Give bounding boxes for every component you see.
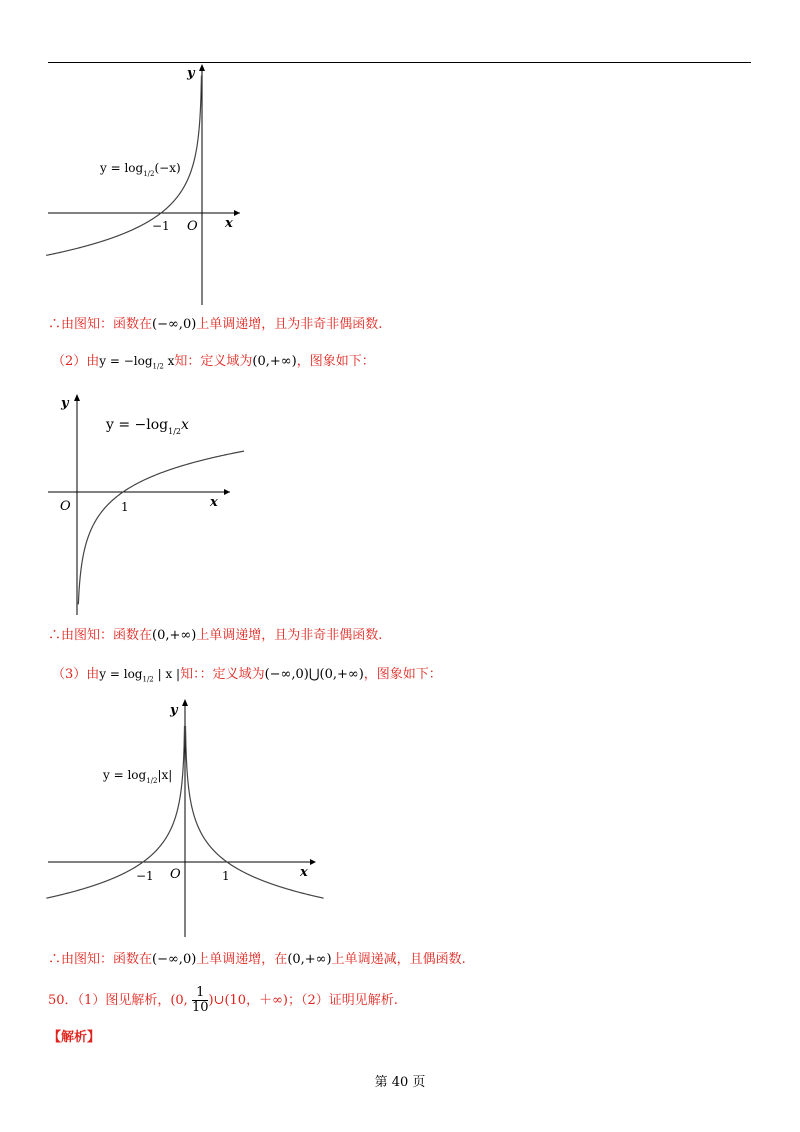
x-axis-arrow xyxy=(310,859,316,865)
y-label: y xyxy=(187,66,195,81)
formula-main: y = −log xyxy=(106,417,169,433)
formula-label xyxy=(102,768,172,785)
tick-neg-one: −1 xyxy=(136,869,154,883)
part-3-domain: (−∞,0)⋃(0,+∞) xyxy=(264,667,364,682)
curve-left-branch xyxy=(46,726,184,898)
page-number: 第 40 页 xyxy=(374,1075,426,1090)
graph-neg-log-x xyxy=(44,390,244,620)
part-2-intro xyxy=(52,352,375,375)
part-3-suffix: ，图象如下： xyxy=(363,667,442,682)
conclusion-1-interval: (−∞,0) xyxy=(152,317,197,332)
part-3-mid: 知：：定义域为 xyxy=(180,667,265,682)
answer-50-prefix: 50．（1）图见解析，(0, xyxy=(48,993,188,1008)
formula-label xyxy=(99,161,181,178)
part-3-formula-base: 1/2 xyxy=(142,675,154,684)
conclusion-3-prefix: ∴由图知：函数在 xyxy=(48,952,153,967)
part-3-formula-arg: | x | xyxy=(153,667,181,681)
y-axis-arrow xyxy=(199,64,205,71)
conclusion-3-mid: 上单调递增，在 xyxy=(196,952,288,967)
x-axis-arrow xyxy=(234,210,240,216)
y-label: y xyxy=(61,396,69,411)
part-2-suffix: ，图象如下： xyxy=(296,354,375,369)
part-2-domain: (0,+∞) xyxy=(252,354,297,369)
formula-label xyxy=(105,417,189,436)
x-label: x xyxy=(300,865,308,880)
y-axis-arrow xyxy=(182,699,188,706)
fraction-numerator: 1 xyxy=(192,986,209,1001)
conclusion-3-interval-1: (−∞,0) xyxy=(152,952,197,967)
analysis-heading: 【解析】 xyxy=(48,1030,101,1045)
conclusion-2-suffix: 上单调递增，且为非奇非偶函数. xyxy=(196,628,383,643)
conclusion-2-interval: (0,+∞) xyxy=(152,628,197,643)
part-2-formula-main: y = −log xyxy=(99,354,153,368)
conclusion-3 xyxy=(48,951,466,969)
formula-main: y = log xyxy=(100,161,144,175)
answer-50 xyxy=(48,986,398,1015)
tick-neg-one: −1 xyxy=(152,219,170,233)
conclusion-3-suffix: 上单调递减，且偶函数. xyxy=(331,952,466,967)
answer-50-suffix: )∪(10，＋∞)；（2）证明见解析. xyxy=(208,993,398,1008)
conclusion-2 xyxy=(48,627,382,645)
formula-arg: x xyxy=(181,417,189,433)
graph-log-abs-x xyxy=(44,697,334,942)
part-2-mid: 知：定义域为 xyxy=(174,354,253,369)
formula-base: 1/2 xyxy=(146,777,158,785)
answer-50-fraction xyxy=(192,986,209,1015)
x-axis-arrow xyxy=(224,489,230,495)
y-label: y xyxy=(170,703,178,718)
conclusion-1-prefix: ∴由图知：函数在 xyxy=(48,317,153,332)
part-3-formula xyxy=(99,667,181,684)
formula-main: y = log xyxy=(103,768,147,782)
graph-neg-log-x-svg xyxy=(44,390,244,620)
part-2-prefix: （2）由 xyxy=(52,354,100,369)
formula-base: 1/2 xyxy=(143,170,155,178)
origin-label: O xyxy=(187,219,198,234)
part-3-prefix: （3）由 xyxy=(52,667,100,682)
formula-base: 1/2 xyxy=(168,427,182,436)
graph-log-neg-x xyxy=(44,62,254,307)
conclusion-1 xyxy=(48,316,382,334)
origin-label: O xyxy=(170,867,181,882)
part-2-formula-base: 1/2 xyxy=(152,362,164,371)
formula-arg: |x| xyxy=(157,768,173,782)
part-3-intro xyxy=(52,665,442,688)
curve-neg-log-x xyxy=(78,446,244,604)
tick-one: 1 xyxy=(121,500,129,514)
part-2-formula-arg: x xyxy=(163,354,175,368)
part-3-formula-main: y = log xyxy=(99,667,143,681)
conclusion-2-prefix: ∴由图知：函数在 xyxy=(48,628,153,643)
formula-arg: (−x) xyxy=(154,161,181,175)
y-axis-arrow xyxy=(74,394,80,401)
origin-label: O xyxy=(60,499,71,514)
graph-log-neg-x-svg xyxy=(44,62,254,307)
graph-log-abs-x-svg xyxy=(44,697,334,942)
conclusion-3-interval-2: (0,+∞) xyxy=(287,952,332,967)
tick-one: 1 xyxy=(222,869,230,883)
x-label: x xyxy=(225,216,233,231)
conclusion-1-suffix: 上单调递增，且为非奇非偶函数. xyxy=(196,317,383,332)
part-2-formula xyxy=(99,354,175,371)
x-label: x xyxy=(210,495,218,510)
fraction-denominator: 10 xyxy=(191,1000,209,1015)
